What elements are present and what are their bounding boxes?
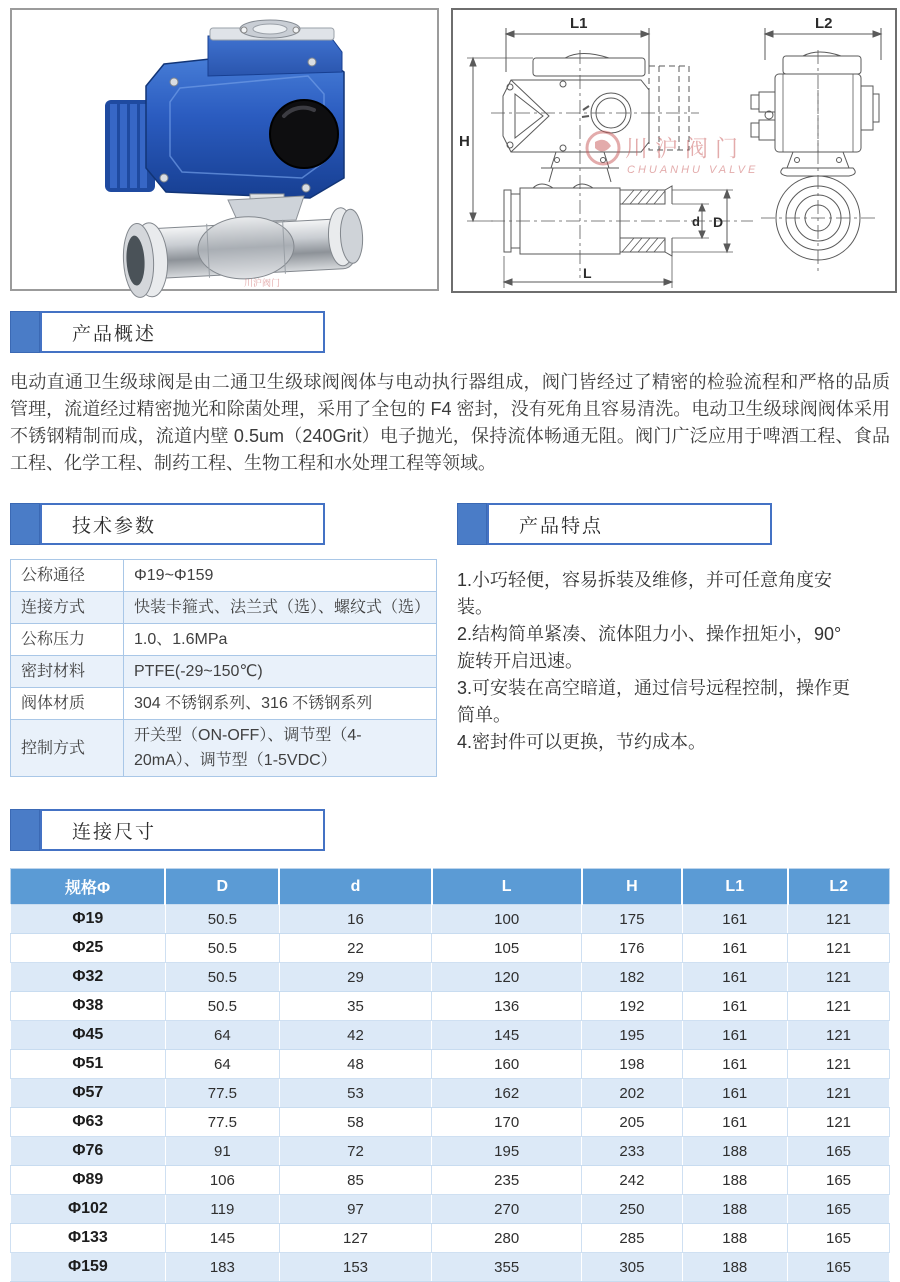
dims-value-cell: 50.5 xyxy=(165,963,279,992)
dims-value-cell: 145 xyxy=(165,1224,279,1253)
dim-label-l1: L1 xyxy=(570,15,588,32)
dims-spec-cell: Φ19 xyxy=(11,905,166,934)
dim-label-l2: L2 xyxy=(815,15,833,32)
tech-section-title: 技术参数 xyxy=(72,515,157,537)
dims-column-header: D xyxy=(165,869,279,905)
dims-value-cell: 165 xyxy=(788,1253,890,1282)
dims-column-header: d xyxy=(279,869,431,905)
dims-value-cell: 100 xyxy=(432,905,582,934)
section-header-overview xyxy=(10,311,900,353)
dim-label-l: L xyxy=(583,265,592,281)
dims-value-cell: 160 xyxy=(432,1050,582,1079)
dims-value-cell: 285 xyxy=(582,1224,682,1253)
dims-value-cell: 188 xyxy=(682,1137,787,1166)
dims-table-row xyxy=(11,934,890,963)
dims-value-cell: 121 xyxy=(788,1079,890,1108)
dims-value-cell: 153 xyxy=(279,1253,431,1282)
dims-spec-cell: Φ45 xyxy=(11,1021,166,1050)
dims-header-row xyxy=(11,869,890,905)
dims-table-row xyxy=(11,1166,890,1195)
tech-param-label: 阀体材质 xyxy=(11,688,124,720)
product-photo xyxy=(12,10,437,289)
dims-spec-cell: Φ51 xyxy=(11,1050,166,1079)
dims-spec-cell: Φ89 xyxy=(11,1166,166,1195)
dims-value-cell: 165 xyxy=(788,1224,890,1253)
dims-value-cell: 136 xyxy=(432,992,582,1021)
tech-params-table xyxy=(10,559,437,777)
dims-value-cell: 97 xyxy=(279,1195,431,1224)
dims-table-row xyxy=(11,1050,890,1079)
dims-value-cell: 280 xyxy=(432,1224,582,1253)
tech-param-value: PTFE(-29~150℃) xyxy=(124,656,437,688)
feature-item: 3.可安装在高空暗道，通过信号远程控制，操作更简单。 xyxy=(457,678,851,725)
tech-param-row xyxy=(11,592,437,624)
dims-value-cell: 22 xyxy=(279,934,431,963)
dims-table-row xyxy=(11,1079,890,1108)
dims-spec-cell: Φ38 xyxy=(11,992,166,1021)
dims-spec-cell: Φ57 xyxy=(11,1079,166,1108)
dims-value-cell: 121 xyxy=(788,1108,890,1137)
dims-value-cell: 161 xyxy=(682,1079,787,1108)
dims-value-cell: 145 xyxy=(432,1021,582,1050)
tech-param-row xyxy=(11,624,437,656)
dims-value-cell: 77.5 xyxy=(165,1108,279,1137)
dims-table-row xyxy=(11,1137,890,1166)
overview-section-title: 产品概述 xyxy=(72,323,157,345)
dims-value-cell: 165 xyxy=(788,1137,890,1166)
dims-value-cell: 121 xyxy=(788,1021,890,1050)
dims-value-cell: 105 xyxy=(432,934,582,963)
dims-value-cell: 355 xyxy=(432,1253,582,1282)
drawing-watermark-en: CHUANHU VALVE xyxy=(627,164,759,176)
dims-value-cell: 161 xyxy=(682,934,787,963)
dims-table-row xyxy=(11,1253,890,1282)
dims-value-cell: 16 xyxy=(279,905,431,934)
dims-spec-cell: Φ76 xyxy=(11,1137,166,1166)
dims-value-cell: 50.5 xyxy=(165,992,279,1021)
dims-value-cell: 58 xyxy=(279,1108,431,1137)
tech-param-label: 连接方式 xyxy=(11,592,124,624)
tech-param-value: 304 不锈钢系列、316 不锈钢系列 xyxy=(124,688,437,720)
dims-value-cell: 64 xyxy=(165,1021,279,1050)
tech-param-label: 密封材料 xyxy=(11,656,124,688)
dims-value-cell: 270 xyxy=(432,1195,582,1224)
dims-value-cell: 176 xyxy=(582,934,682,963)
section-accent-square xyxy=(10,503,40,545)
dims-column-header: H xyxy=(582,869,682,905)
dims-table-row xyxy=(11,1224,890,1253)
dims-value-cell: 305 xyxy=(582,1253,682,1282)
dims-column-header: L xyxy=(432,869,582,905)
dims-value-cell: 165 xyxy=(788,1195,890,1224)
feature-item: 4.密封件可以更换，节约成本。 xyxy=(457,732,707,752)
dims-value-cell: 250 xyxy=(582,1195,682,1224)
dims-value-cell: 29 xyxy=(279,963,431,992)
dims-value-cell: 121 xyxy=(788,1050,890,1079)
section-title-box xyxy=(40,809,325,851)
middle-columns xyxy=(10,503,900,777)
dims-table-row xyxy=(11,963,890,992)
dims-spec-cell: Φ32 xyxy=(11,963,166,992)
dims-spec-cell: Φ102 xyxy=(11,1195,166,1224)
dims-value-cell: 53 xyxy=(279,1079,431,1108)
section-header-features xyxy=(457,503,880,545)
features-section-title: 产品特点 xyxy=(519,515,604,537)
dim-label-d: d xyxy=(692,214,700,229)
dims-value-cell: 91 xyxy=(165,1137,279,1166)
dims-value-cell: 162 xyxy=(432,1079,582,1108)
dims-value-cell: 48 xyxy=(279,1050,431,1079)
dims-value-cell: 195 xyxy=(432,1137,582,1166)
dim-label-dd: D xyxy=(713,214,724,230)
tech-param-label: 公称通径 xyxy=(11,560,124,592)
dims-value-cell: 192 xyxy=(582,992,682,1021)
dims-value-cell: 183 xyxy=(165,1253,279,1282)
features-list xyxy=(457,567,857,756)
dim-label-h: H xyxy=(459,133,470,150)
overview-paragraph: 电动直通卫生级球阀是由二通卫生级球阀阀体与电动执行器组成，阀门皆经过了精密的检验流程和严格的品质管理，流道经过精密抛光和除菌处理，采用了全包的 F4 密封，没有死角且容易清洗。电动卫生级球阀阀体采用不锈钢精制而成，流道内壁 0.5um（240Grit）电子抛光，保持流体畅通无阻。阀门广泛应用于啤酒工程、食品工程、化学工程、制药工程、生物工程和水处理工程等领域。 xyxy=(10,372,890,473)
dims-value-cell: 198 xyxy=(582,1050,682,1079)
technical-drawing xyxy=(453,10,895,291)
tech-params-column xyxy=(10,503,457,777)
dims-column-header: L2 xyxy=(788,869,890,905)
dims-value-cell: 121 xyxy=(788,905,890,934)
dims-value-cell: 188 xyxy=(682,1224,787,1253)
dims-value-cell: 35 xyxy=(279,992,431,1021)
dimensions-table xyxy=(10,868,890,1282)
section-accent-square xyxy=(457,503,487,545)
dims-table-row xyxy=(11,1021,890,1050)
section-title-box xyxy=(487,503,772,545)
tech-param-row xyxy=(11,656,437,688)
dims-value-cell: 188 xyxy=(682,1253,787,1282)
dims-value-cell: 202 xyxy=(582,1079,682,1108)
tech-param-value: 1.0、1.6MPa xyxy=(124,624,437,656)
dims-value-cell: 205 xyxy=(582,1108,682,1137)
dims-value-cell: 119 xyxy=(165,1195,279,1224)
dims-value-cell: 50.5 xyxy=(165,905,279,934)
dims-value-cell: 233 xyxy=(582,1137,682,1166)
dims-value-cell: 121 xyxy=(788,934,890,963)
tech-param-value: 快装卡箍式、法兰式（选）、螺纹式（选） xyxy=(124,592,437,624)
features-column xyxy=(457,503,880,777)
dims-value-cell: 170 xyxy=(432,1108,582,1137)
dims-value-cell: 175 xyxy=(582,905,682,934)
dims-value-cell: 188 xyxy=(682,1195,787,1224)
section-title-box xyxy=(40,503,325,545)
tech-param-row xyxy=(11,688,437,720)
dims-value-cell: 161 xyxy=(682,1050,787,1079)
dims-table-row xyxy=(11,1108,890,1137)
dims-value-cell: 127 xyxy=(279,1224,431,1253)
product-photo-box xyxy=(10,8,439,291)
dims-value-cell: 235 xyxy=(432,1166,582,1195)
dims-value-cell: 50.5 xyxy=(165,934,279,963)
dims-spec-cell: Φ25 xyxy=(11,934,166,963)
dims-value-cell: 188 xyxy=(682,1166,787,1195)
section-header-dims xyxy=(10,809,900,851)
dims-value-cell: 195 xyxy=(582,1021,682,1050)
section-accent-square xyxy=(10,809,40,851)
dims-value-cell: 161 xyxy=(682,1108,787,1137)
dims-section-title: 连接尺寸 xyxy=(72,821,157,843)
dims-value-cell: 77.5 xyxy=(165,1079,279,1108)
tech-param-label: 公称压力 xyxy=(11,624,124,656)
tech-param-value: Φ19~Φ159 xyxy=(124,560,437,592)
actuator-cap xyxy=(270,100,338,168)
photo-watermark: 川沪阀门 xyxy=(244,278,281,288)
drawing-watermark-cn: 川沪阀门 xyxy=(625,135,745,161)
section-accent-square xyxy=(10,311,40,353)
dims-value-cell: 161 xyxy=(682,1021,787,1050)
dims-spec-cell: Φ159 xyxy=(11,1253,166,1282)
dims-value-cell: 72 xyxy=(279,1137,431,1166)
feature-item: 2.结构简单紧凑、流体阻力小、操作扭矩小，90°旋转开启迅速。 xyxy=(457,624,842,671)
dims-spec-cell: Φ133 xyxy=(11,1224,166,1253)
dims-table-row xyxy=(11,992,890,1021)
dims-value-cell: 121 xyxy=(788,992,890,1021)
dims-spec-cell: Φ63 xyxy=(11,1108,166,1137)
feature-item: 1.小巧轻便，容易拆装及维修，并可任意角度安装。 xyxy=(457,570,833,617)
tech-param-value: 开关型（ON-OFF）、调节型（4-20mA）、调节型（1-5VDC） xyxy=(124,720,437,777)
technical-drawing-box xyxy=(451,8,897,293)
product-images-row xyxy=(0,0,900,293)
dims-value-cell: 121 xyxy=(788,963,890,992)
section-title-box xyxy=(40,311,325,353)
dims-value-cell: 85 xyxy=(279,1166,431,1195)
dims-column-header: L1 xyxy=(682,869,787,905)
actuator-top-box xyxy=(208,20,342,76)
dims-value-cell: 42 xyxy=(279,1021,431,1050)
dims-column-header: 规格Φ xyxy=(11,869,166,905)
dims-value-cell: 161 xyxy=(682,992,787,1021)
dims-value-cell: 242 xyxy=(582,1166,682,1195)
tech-param-row xyxy=(11,720,437,777)
section-header-tech xyxy=(10,503,457,545)
tech-param-label: 控制方式 xyxy=(11,720,124,777)
dims-value-cell: 165 xyxy=(788,1166,890,1195)
dims-table-row xyxy=(11,1195,890,1224)
dims-table-row xyxy=(11,905,890,934)
dims-value-cell: 161 xyxy=(682,905,787,934)
dims-value-cell: 120 xyxy=(432,963,582,992)
dims-value-cell: 182 xyxy=(582,963,682,992)
tech-param-row xyxy=(11,560,437,592)
dims-value-cell: 64 xyxy=(165,1050,279,1079)
dims-value-cell: 161 xyxy=(682,963,787,992)
dims-value-cell: 106 xyxy=(165,1166,279,1195)
